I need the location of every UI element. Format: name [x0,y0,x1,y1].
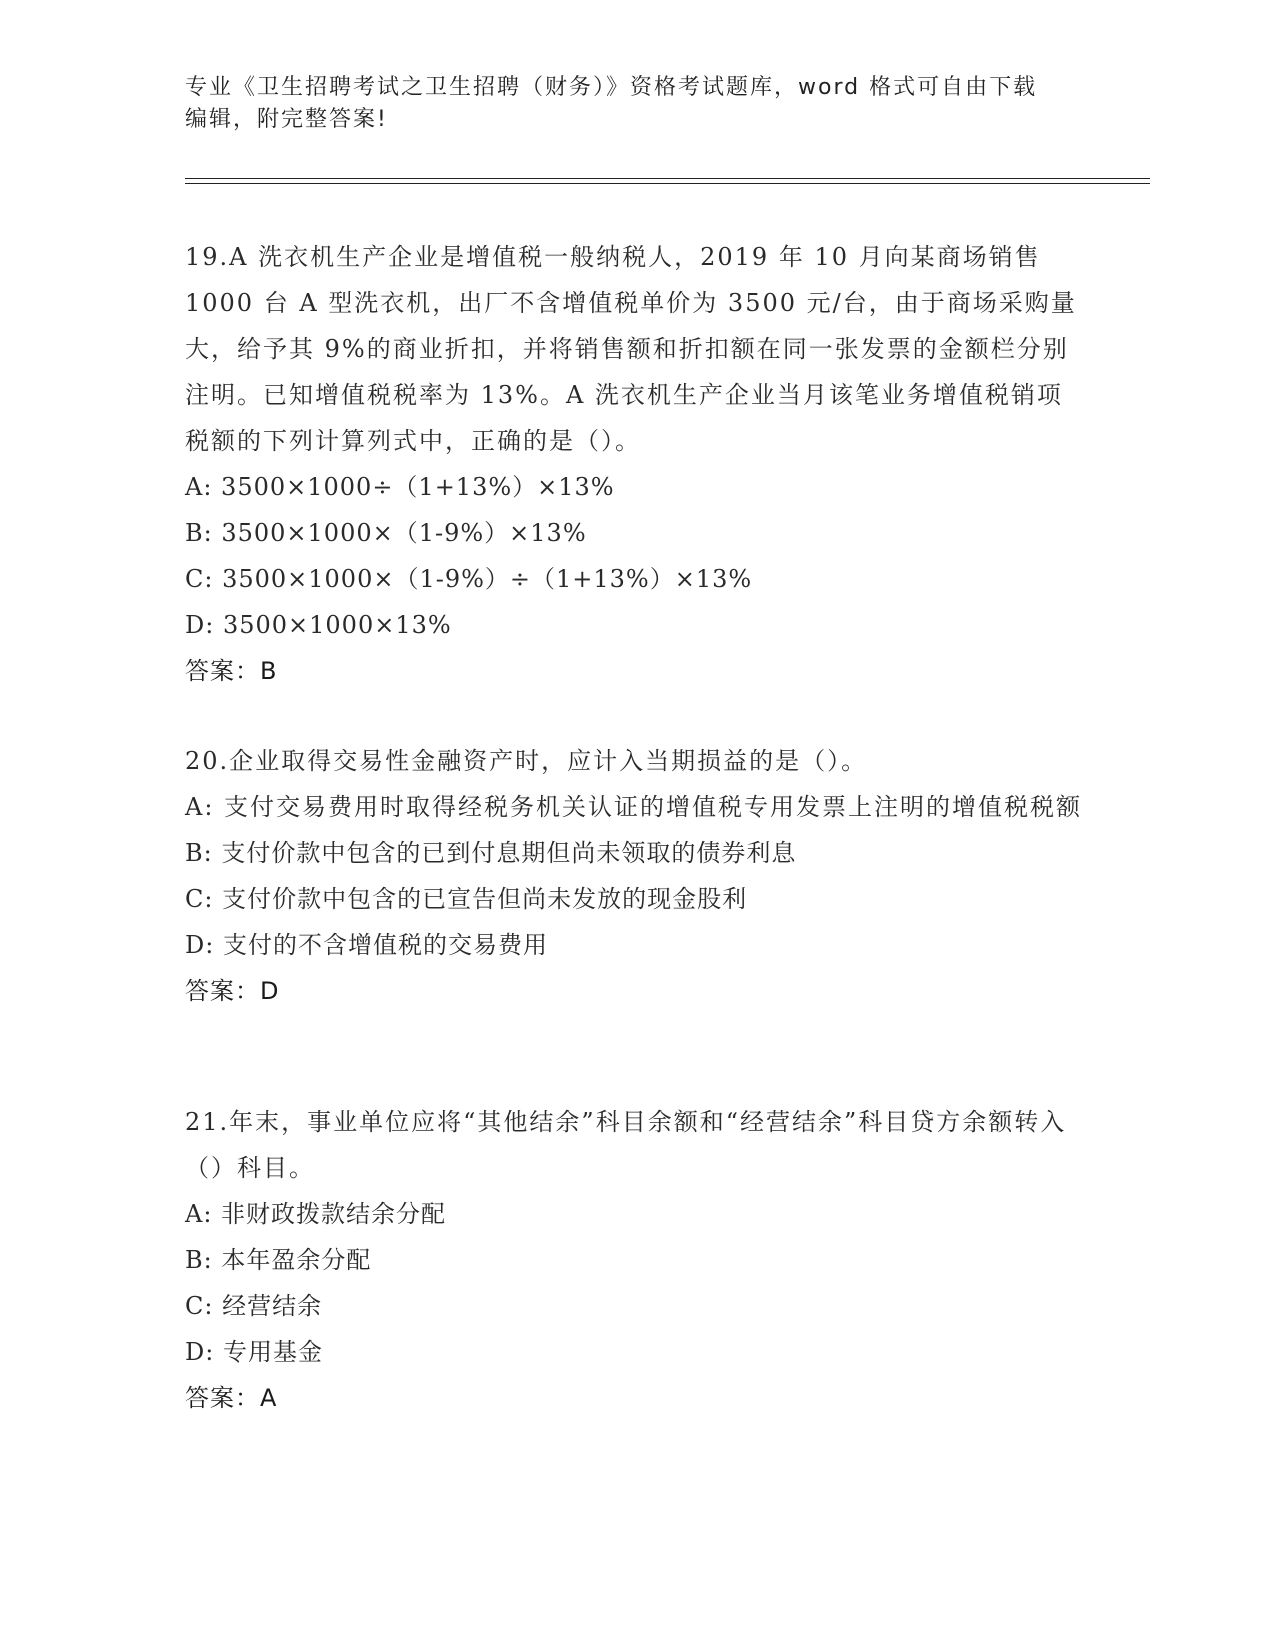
option-c: C: 3500×1000×（1-9%）÷（1+13%）×13% [185,565,753,593]
header-divider-top [185,178,1150,179]
header-line-1: 专业《卫生招聘考试之卫生招聘（财务）》资格考试题库，word 格式可自由下载 [185,75,1038,100]
question-19 [185,234,1085,694]
option-a: A: 非财政拨款结余分配 [185,1200,447,1228]
header-line-2: 编辑，附完整答案! [185,107,388,132]
option-b: B: 支付价款中包含的已到付息期但尚未领取的债券利息 [185,839,797,867]
option-d: D: 支付的不含增值税的交易费用 [185,931,548,959]
answer: 答案：B [185,657,278,685]
option-d: D: 专用基金 [185,1338,323,1366]
question-stem: 19.A 洗衣机生产企业是增值税一般纳税人，2019 年 10 月向某商场销售 1000 台 A 型洗衣机，出厂不含增值税单价为 3500 元/台，由于商场采购量大，给予其 9%的商业折扣，并将销售额和折扣额在同一张发票的金额栏分别注明。已知增值税税率为 13%。A 洗衣机生产企业当月该笔业务增值税销项税额的下列计算列式中，正确的是（）。 [185,243,1077,455]
answer: 答案：A [185,1384,278,1412]
question-stem: 21.年末，事业单位应将“其他结余”科目余额和“经营结余”科目贷方余额转入（）科目。 [185,1108,1067,1182]
option-d: D: 3500×1000×13% [185,611,452,639]
option-a: A: 3500×1000÷（1+13%）×13% [185,473,615,501]
option-a: A: 支付交易费用时取得经税务机关认证的增值税专用发票上注明的增值税税额 [185,793,1083,821]
question-20 [185,738,1085,1014]
question-21 [185,1099,1085,1421]
answer: 答案：D [185,977,280,1005]
document-header [185,72,1085,136]
question-stem: 20.企业取得交易性金融资产时，应计入当期损益的是（）。 [185,747,868,775]
option-b: B: 3500×1000×（1-9%）×13% [185,519,587,547]
option-c: C: 经营结余 [185,1292,323,1320]
header-divider-bottom [185,183,1150,184]
option-b: B: 本年盈余分配 [185,1246,372,1274]
option-c: C: 支付价款中包含的已宣告但尚未发放的现金股利 [185,885,748,913]
